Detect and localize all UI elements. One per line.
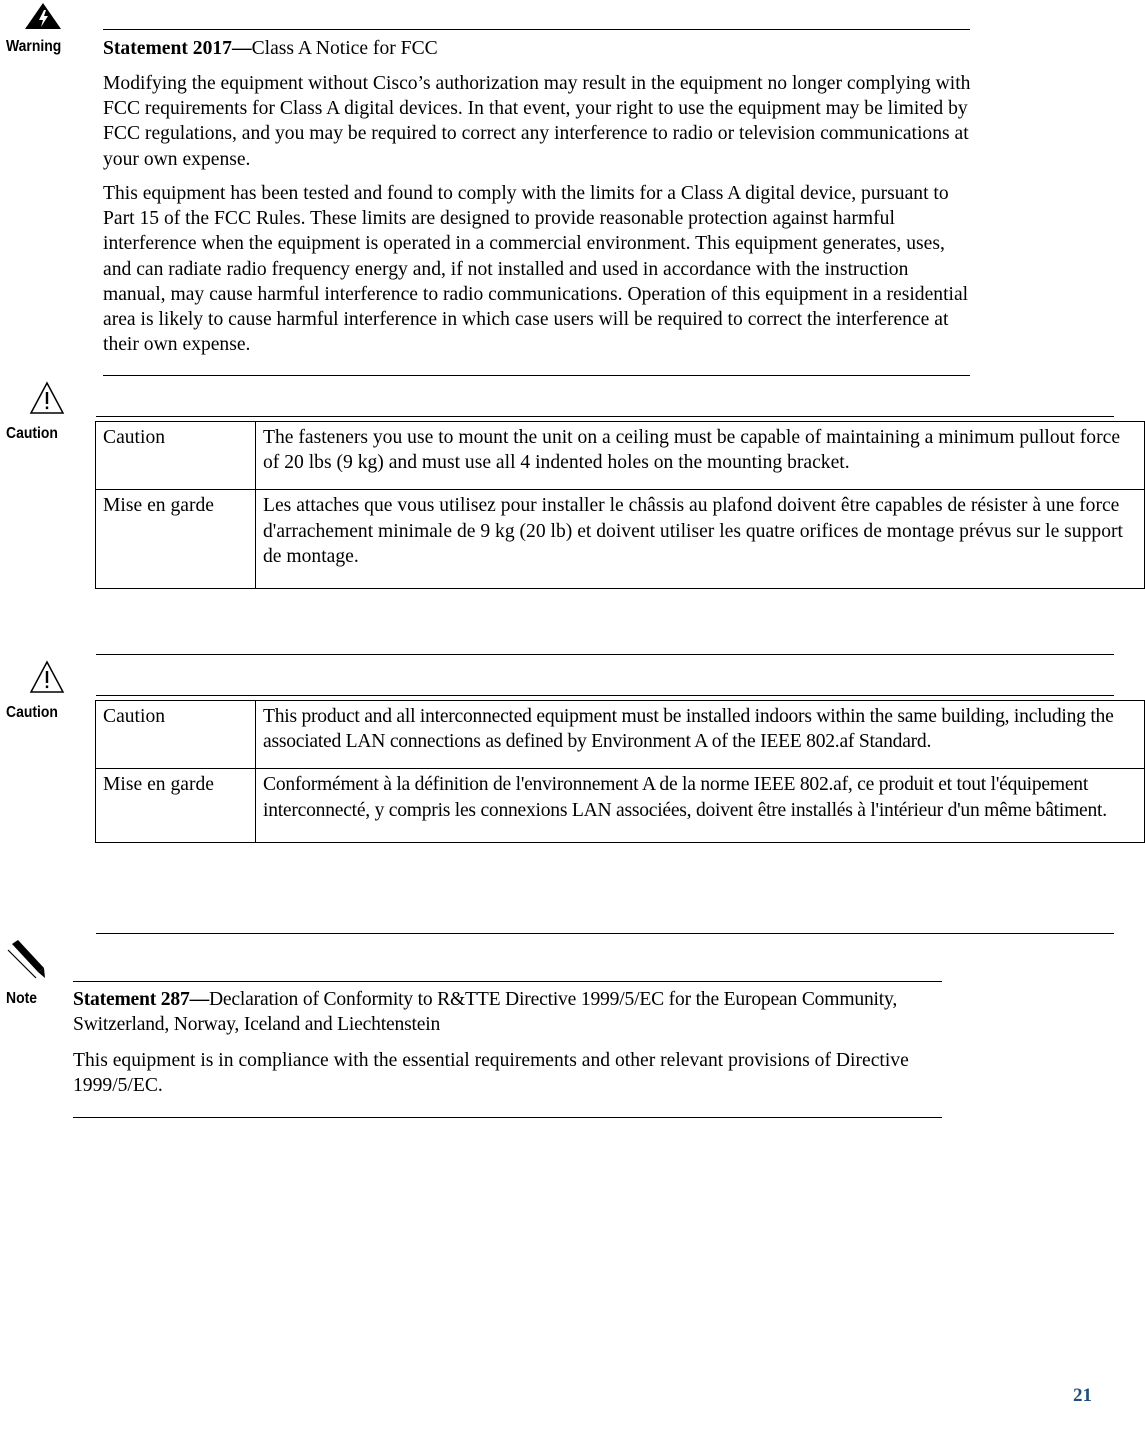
warning-paragraph-1: Modifying the equipment without Cisco’s authorization may result in the equipment no longer complying with FCC requirements for Class A digital devices. In that event, your right to use the equipment may be limited by FCC regulations, and you may be required to correct any interference to radio or television communications at your own expense.: [103, 73, 971, 170]
caution2-top-rule: [96, 695, 1114, 696]
caution1-top-rule: [96, 416, 1114, 417]
note-statement-subtitle: Declaration of Conformity to R&TTE Directive 1999/5/EC for the European Community, Switzerland, Norway, Iceland and Liechtenstein: [73, 989, 898, 1036]
lang-cell: Caution: [96, 422, 256, 490]
warning-statement-heading: [103, 36, 973, 61]
lang-cell: Caution: [96, 701, 256, 769]
caution-label: Caution: [6, 425, 58, 442]
text-cell: This product and all interconnected equipment must be installed indoors within the same building, including the associated LAN connections as defined by Environment A of the IEEE 802.af Standard.: [256, 701, 1145, 769]
table-row: [96, 769, 1145, 842]
caution-icon: [29, 381, 65, 415]
warning-top-rule: [103, 29, 970, 30]
caution-label: Caution: [6, 704, 58, 721]
lang-cell: Mise en garde: [96, 769, 256, 842]
table-row: [96, 490, 1145, 589]
warning-statement-title: Statement 2017—: [103, 38, 252, 59]
caution2-bottom-rule: [96, 933, 1114, 934]
table-row: [96, 701, 1145, 769]
note-paragraph: This equipment is in compliance with the essential requirements and other relevant provisions of Directive 1999/5/EC.: [73, 1050, 909, 1097]
lang-cell: Mise en garde: [96, 490, 256, 589]
note-statement-title: Statement 287—: [73, 989, 209, 1010]
warning-paragraph-2: This equipment has been tested and found to comply with the limits for a Class A digital device, pursuant to Part 15 of the FCC Rules. These limits are designed to provide reasonable protection against harmful interference when the equipment is operated in a commercial environment. This equipment generates, uses, and can radiate radio frequency energy and, if not installed and used in accordance with the instruction manual, may cause harmful interference to radio communications. Operation of this equipment in a residential area is likely to cause harmful interference in which case users will be required to correct the interference at their own expense.: [103, 183, 969, 356]
text-cell: The fasteners you use to mount the unit on a ceiling must be capable of maintaining a minimum pullout force of 20 lbs (9 kg) and must use all 4 indented holes on the mounting bracket.: [256, 422, 1145, 490]
warning-bottom-rule: [103, 375, 970, 376]
warning-label: Warning: [6, 38, 62, 55]
caution2-table: [95, 700, 1145, 843]
page-number: 21: [1073, 1385, 1092, 1406]
caution1-table: [95, 421, 1145, 589]
note-bottom-rule: [73, 1117, 942, 1118]
note-statement-heading: [73, 987, 945, 1037]
text-cell: Les attaches que vous utilisez pour installer le châssis au plafond doivent être capables de résister à une force d'arrachement minimale de 9 kg (20 lb) et doivent utiliser les quatre orifices de montage prévus sur le support de montage.: [256, 490, 1145, 589]
note-label: Note: [6, 990, 38, 1007]
table-row: [96, 422, 1145, 490]
caution1-bottom-rule: [96, 654, 1114, 655]
note-top-rule: [73, 981, 942, 982]
note-pencil-icon: [6, 938, 46, 980]
warning-statement-subtitle: Class A Notice for FCC: [251, 38, 438, 59]
caution-icon: [29, 660, 65, 694]
text-cell: Conformément à la définition de l'environnement A de la norme IEEE 802.af, ce produit et tout l'équipement interconnecté, y compris les connexions LAN associées, doivent être installés à l'intérieur d'un même bâtiment.: [256, 769, 1145, 842]
warning-icon: [23, 2, 63, 30]
